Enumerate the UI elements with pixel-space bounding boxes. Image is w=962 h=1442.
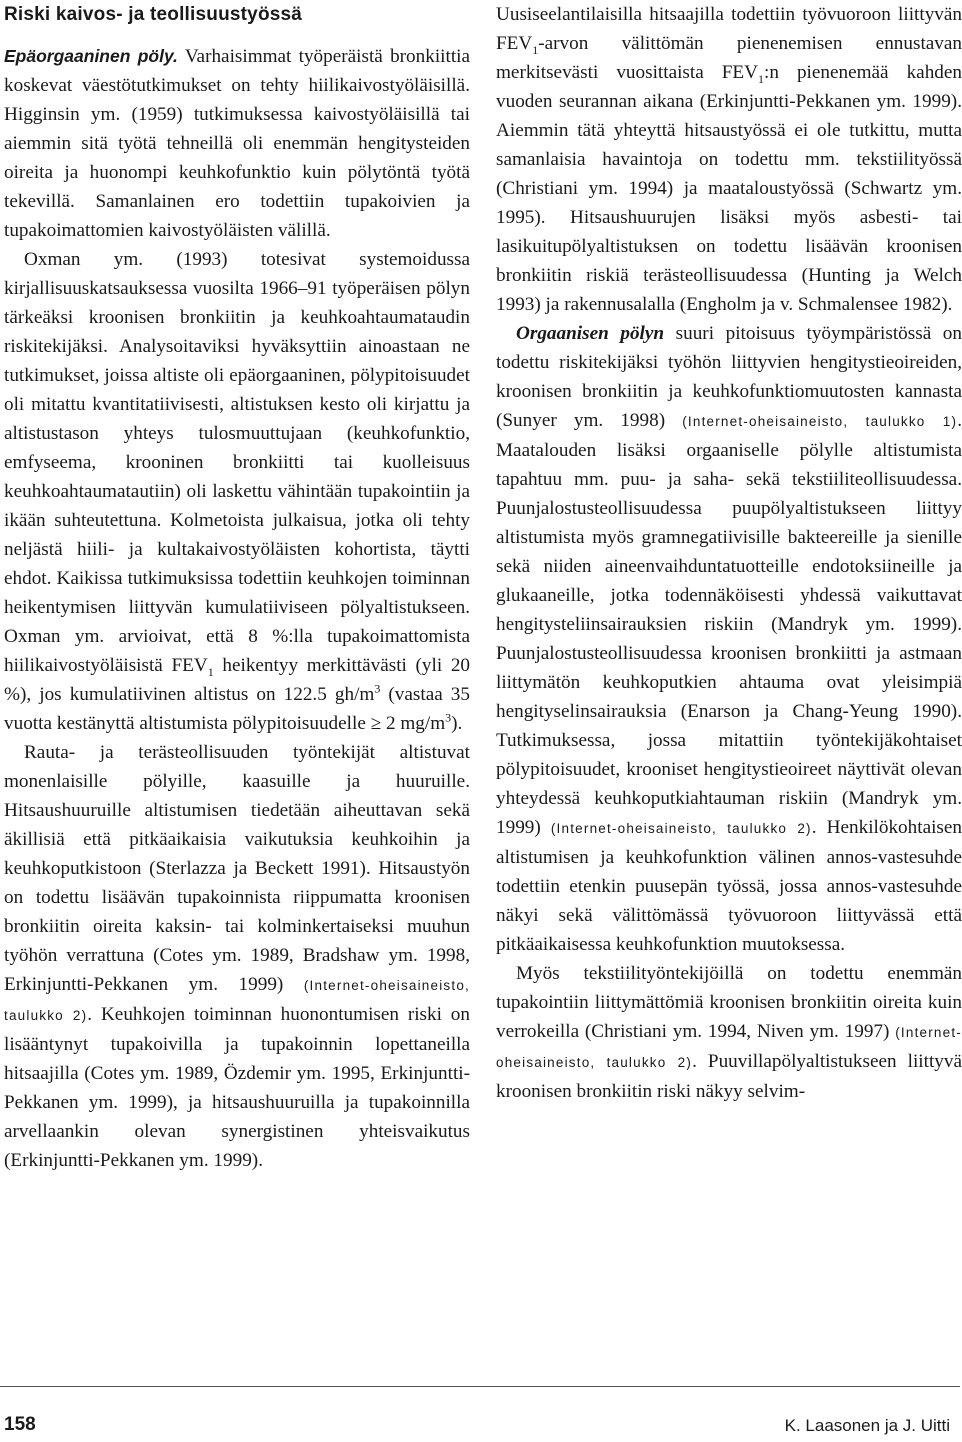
footer-divider (0, 1386, 960, 1387)
page-number: 158 (4, 1414, 36, 1435)
internet-reference: (Internet-oheisaineisto, taulukko 1) (682, 414, 958, 429)
internet-reference: (Internet-oheisaineisto, taulukko 2) (550, 821, 812, 836)
lead-inorganic-dust: Epäorgaaninen pöly. (4, 46, 178, 66)
left-column (4, 0, 470, 1175)
paragraph-inorganic-dust: Epäorgaaninen pöly. Varhaisimmat työperäistä bronkiittia koskevat väestötutkimukset on tehty hiilikaivostyöläisillä. Higginsin ym. (1959) tutkimuksessa kaivostyöläisillä tai aiemmin sitä työtä tehneillä oli enemmän hengitysteiden oireita ja huonompi keuhkofunktio kuin pölytöntä työtä tekevillä. Samanlainen ero todettiin tupakoivien ja tupakoimattomien kaivostyöläisten välillä. (4, 46, 470, 241)
paragraph-welding: Rauta- ja terästeollisuuden työntekijät altistuvat monenlaisille pölyille, kaasuille ja huuruille. Hitsaushuuruille altistumisen tiedetään aiheuttavan sekä äkillisiä että pitkäaikaisia vaikutuksia keuhkoihin ja keuhkoputkistoon (Sterlazza ja Beckett 1991). Hitsaustyön on todettu lisäävän tupakoinnista riippumatta kroonisen bronkiitin oireita kaksin- tai kolminkertaiseksi muuhun työhön verrattuna (Cotes ym. 1989, Bradshaw ym. 1998, Erkinjuntti-Pekkanen ym. 1999) (Internet-oheisaineisto, taulukko 2). Keuhkojen toiminnan huonontumisen riski on lisääntynyt tupakoivilla ja tupakoinnin lopettaneilla hitsaajilla (Cotes ym. 1989, Özdemir ym. 1995, Erkinjuntti-Pekkanen ym. 1999), ja hitsaushuuruilla ja tupakoinnilla arvellaankin olevan synergistinen yhteisvaikutus (Erkinjuntti-Pekkanen ym. 1999). (4, 742, 470, 1171)
internet-reference: (Internet-oheisaineisto, taulukko 2) (496, 1025, 962, 1070)
paragraph-oxman: Oxman ym. (1993) totesivat systemoidussa kirjallisuuskatsauksessa vuosilta 1966–91 työperäisen pölyn tärkeäksi kroonisen bronkiitin ja keuhkoahtaumataudin riskitekijäksi. Analysoitaviksi hyväksyttiin ainoastaan ne tutkimukset, joissa altiste oli epäorgaaninen, pölypitoisuudet oli mitattu kvantitatiivisesti, altistuksen kesto oli kirjattu ja altistustason yhteys tulosmuuttujaan (keuhkofunktio, emfyseema, krooninen bronkiitti tai kuolleisuus keuhkoahtaumatautiin) oli laskettu vähintään tupakointiin ja ikään suhteutettuna. Kolmetoista julkaisua, jotka oli tehty neljästä hiili- ja kultakaivostyöläisten kohortista, täytti ehdot. Kaikissa tutkimuksissa todettiin keuhkojen toiminnan heikentymisen liittyvän kumulatiiviseen pölyaltistukseen. Oxman ym. arvioivat, että 8 %:lla tupakoimattomista hiilikaivostyöläisistä $FEV_1$ heikentyy merkittävästi (yli 20 %), jos kumulatiivinen altistus on 122.5 $gh/m^3$ (vastaa 35 vuotta kestänyttä altistumista pölypitoisuudelle ≥ 2 $mg/m^3$). (4, 249, 471, 734)
paragraph-textile: Myös tekstiilityöntekijöillä on todettu enemmän tupakointiin liittymättömiä kroonisen bronkiitin oireita kuin verrokeilla (Christiani ym. 1994, Niven ym. 1997) (Internet-oheisaineisto, taulukko 2). Puuvillapölyaltistukseen liittyvä kroonisen bronkiitin riski näkyy selvim- (496, 963, 962, 1102)
internet-reference: (Internet-oheisaineisto, taulukko 2) (4, 978, 470, 1023)
footer-authors: K. Laasonen ja J. Uitti (784, 1416, 950, 1435)
section-heading: Riski kaivos- ja teollisuustyössä (4, 4, 303, 25)
lead-organic-dust: Orgaanisen pölyn (516, 323, 665, 344)
right-column (496, 0, 962, 1106)
paragraph-welding-continued: Uusiseelantilaisilla hitsaajilla todettiin työvuoroon liittyvän $FEV_1$-arvon välittömän pienenemisen ennustavan merkitsevästi vuosittaista $FEV_1:n$ pienenemää kahden vuoden seurannan aikana (Erkinjuntti-Pekkanen ym. 1999). Aiemmin tätä yhteyttä hitsaustyössä ei ole tutkittu, mutta samanlaisia havaintoja on todettu mm. tekstiilityössä (Christiani ym. 1994) ja maataloustyössä (Schwartz ym. 1995). Hitsaushuurujen lisäksi myös asbesti- tai lasikuitupölyaltistuksen on todettu lisäävän kroonisen bronkiitin riskiä terästeollisuudessa (Hunting ja Welch 1993) ja rakennusalalla (Engholm ja v. Schmalensee 1982). (496, 4, 962, 315)
paragraph-organic-dust: Orgaanisen pölyn suuri pitoisuus työympäristössä on todettu riskitekijäksi työhön liittyvien hengitystieoireiden, kroonisen bronkiitin ja keuhkofunktiomuutosten kannasta (Sunyer ym. 1998) (Internet-oheisaineisto, taulukko 1). Maatalouden lisäksi orgaaniselle pölylle altistumista tapahtuu mm. puu- ja saha- sekä tekstiiliteollisuudessa. Puunjalostusteollisuudessa puupölyaltistukseen liittyy altistumista myös gramnegatiivisille bakteereille ja sienille sekä niiden aineenvaihduntatuotteille endotoksiineille ja glukaaneille, jotka todennäköisesti yhdessä vaikuttavat hengitysteliinsairauksien riskiin (Mandryk ym. 1999). Puunjalostusteollisuudessa kroonisen bronkiitti ja astmaan liittymätön keuhkoputkien ahtauma ovat yleisimpiä hengityselinsairauksia (Enarson ja Chang-Yeung 1990). Tutkimuksessa, jossa mitattiin työntekijäkohtaiset pölypitoisuudet, krooniset hengitystieoireet näyttivät olevan yhteydessä keuhkoputkiahtauman riskiin (Mandryk ym. 1999) (Internet-oheisaineisto, taulukko 2). Henkilökohtaisen altistumisen ja keuhkofunktion välinen annos-vastesuhde todettiin etenkin puusepän työssä, jossa annos-vastesuhde näkyi sekä välittömässä työvuoroon liittyvässä että pitkäaikaisessa keuhkofunktion muutoksessa. (496, 323, 962, 955)
